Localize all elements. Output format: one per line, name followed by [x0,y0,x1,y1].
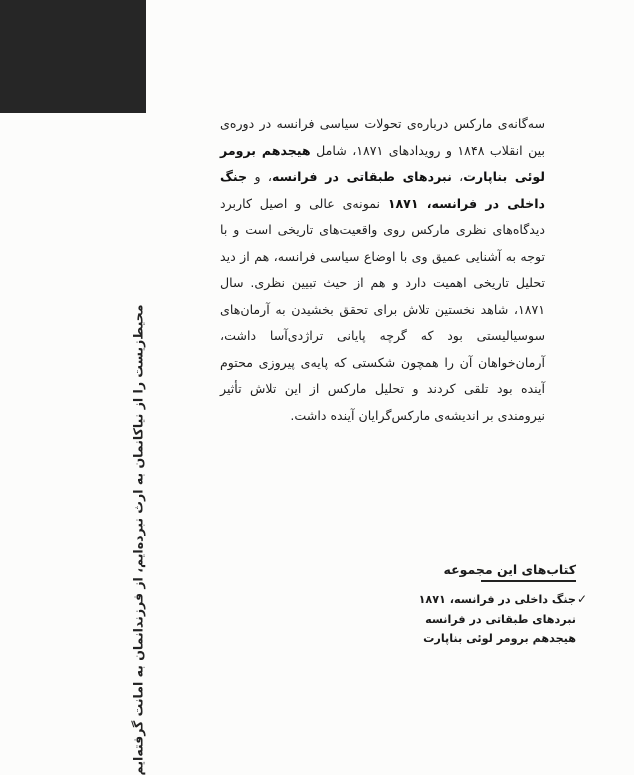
series-book-title: جنگ داخلی در فرانسه، ۱۸۷۱ [418,593,576,606]
blurb-title-eighteenth-brumaire: هیجدهم برومر لوئی بناپارت [220,142,545,184]
series-book-item [416,629,576,649]
series-book-item [416,590,587,610]
series-title: کتاب‌های این مجموعه [481,562,576,582]
check-icon: ✓ [576,592,587,606]
vertical-quote: محیط‌زیست را از نیاکانمان به ارث نبرده‌ایم، از فرزندانمان به امانت گرفته‌ایم [130,304,146,775]
blurb-separator-2: ، و [247,169,272,184]
blurb-body: نمونه‌ی عالی و اصیل کاربرد دیدگاه‌های نظری مارکس روی واقعیت‌های تاریخی است و با توجه به آشنایی عمیق وی با اوضاع سیاسی فرانسه، هم از دید تحلیل تاریخی اهمیت دارد و هم از حیث تبیین نظری. سال ۱۸۷۱، شاهد نخستین تلاش برای تحقق بخشیدن به آرمان‌های سوسیالیستی بود که گرچه پایانی تراژدی‌آسا داشت، آرمان‌خواهان آن را همچون شکستی که پایه‌ی پیروزی محتوم آینده بود تلقی کردند و تحلیل مارکس از این تلاش تأثیر نیرومندی بر اندیشه‌ی مارکس‌گرایان آینده داشت. [220,195,545,423]
back-cover-blurb [220,111,545,429]
series-box [416,562,587,649]
blurb-intro: سه‌گانه‌ی مارکس درباره‌ی تحولات سیاسی فرانسه در دوره‌ی بین انقلاب ۱۸۴۸ و رویدادهای ۱۸۷۱، شامل [220,116,545,158]
blurb-separator-1: ، [451,169,464,184]
series-book-title: هیجدهم برومر لوئی بناپارت [423,632,576,645]
series-book-item [416,610,576,630]
series-book-list [416,590,587,649]
blurb-title-civil-war: جنگ داخلی در فرانسه، ۱۸۷۱ [220,169,545,211]
corner-dark-block [0,0,146,113]
blurb-title-class-struggles: نبردهای طبقاتی در فرانسه [271,169,452,184]
blurb-paragraph [220,111,545,429]
series-book-title: نبردهای طبقاتی در فرانسه [425,612,576,626]
